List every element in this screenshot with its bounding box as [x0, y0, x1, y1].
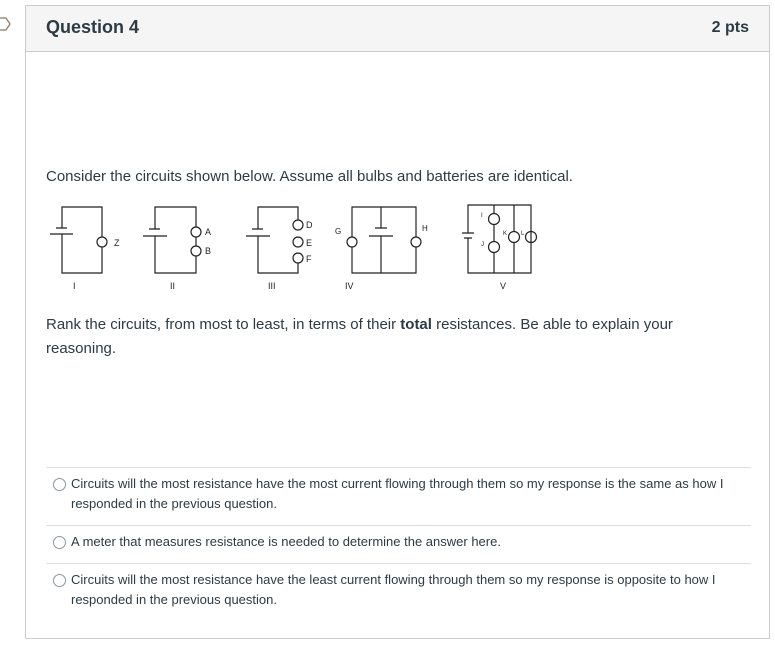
- circuit-ii: [143, 207, 211, 291]
- rank-text-end: resistances. Be able to explain your reasoning.: [46, 316, 673, 357]
- radio-button[interactable]: [53, 574, 66, 587]
- svg-text:K: K: [503, 231, 508, 237]
- radio-button[interactable]: [53, 536, 66, 549]
- question-prompt: Consider the circuits shown below. Assume all bulbs and batteries are identical.: [46, 168, 573, 185]
- circuit-label: I: [73, 281, 76, 291]
- circuit-iii: [246, 207, 313, 291]
- question-points: 2 pts: [711, 19, 749, 36]
- answer-text: Circuits will the most resistance have the least current flowing through them so my response is opposite to how I responded in the previous question.: [71, 572, 716, 607]
- svg-text:A: A: [205, 227, 212, 237]
- svg-text:II: II: [170, 281, 176, 291]
- bulb-icon: [97, 237, 107, 247]
- circuit-iv: [335, 207, 428, 291]
- answer-option-3[interactable]: [46, 563, 751, 621]
- question-title: Question 4: [46, 17, 140, 37]
- svg-text:B: B: [205, 246, 212, 256]
- radio-button[interactable]: [53, 478, 66, 491]
- svg-text:IV: IV: [345, 281, 354, 291]
- circuit-diagrams: [0, 0, 775, 300]
- svg-text:L: L: [521, 231, 525, 237]
- svg-text:F: F: [306, 254, 312, 264]
- answer-text: A meter that measures resistance is needed to determine the answer here.: [71, 534, 501, 549]
- rank-bold: total: [400, 316, 432, 333]
- circuit-i: [50, 207, 120, 291]
- rank-prompt: [46, 313, 726, 361]
- svg-text:III: III: [268, 281, 276, 291]
- circuit-v: [462, 205, 537, 291]
- svg-text:E: E: [306, 238, 313, 248]
- rank-text: Rank the circuits, from most to least, in terms of their: [46, 316, 401, 333]
- svg-text:H: H: [422, 224, 428, 233]
- svg-text:G: G: [335, 227, 342, 236]
- bulb-label: Z: [114, 238, 120, 248]
- answer-option-1[interactable]: [46, 467, 751, 525]
- answer-option-2[interactable]: [46, 525, 751, 563]
- svg-text:J: J: [481, 242, 484, 248]
- svg-text:D: D: [306, 220, 313, 230]
- svg-text:I: I: [481, 213, 483, 219]
- svg-text:V: V: [500, 281, 507, 291]
- answer-text: Circuits will the most resistance have the most current flowing through them so my response is the same as how I responded in the previous question.: [71, 476, 724, 511]
